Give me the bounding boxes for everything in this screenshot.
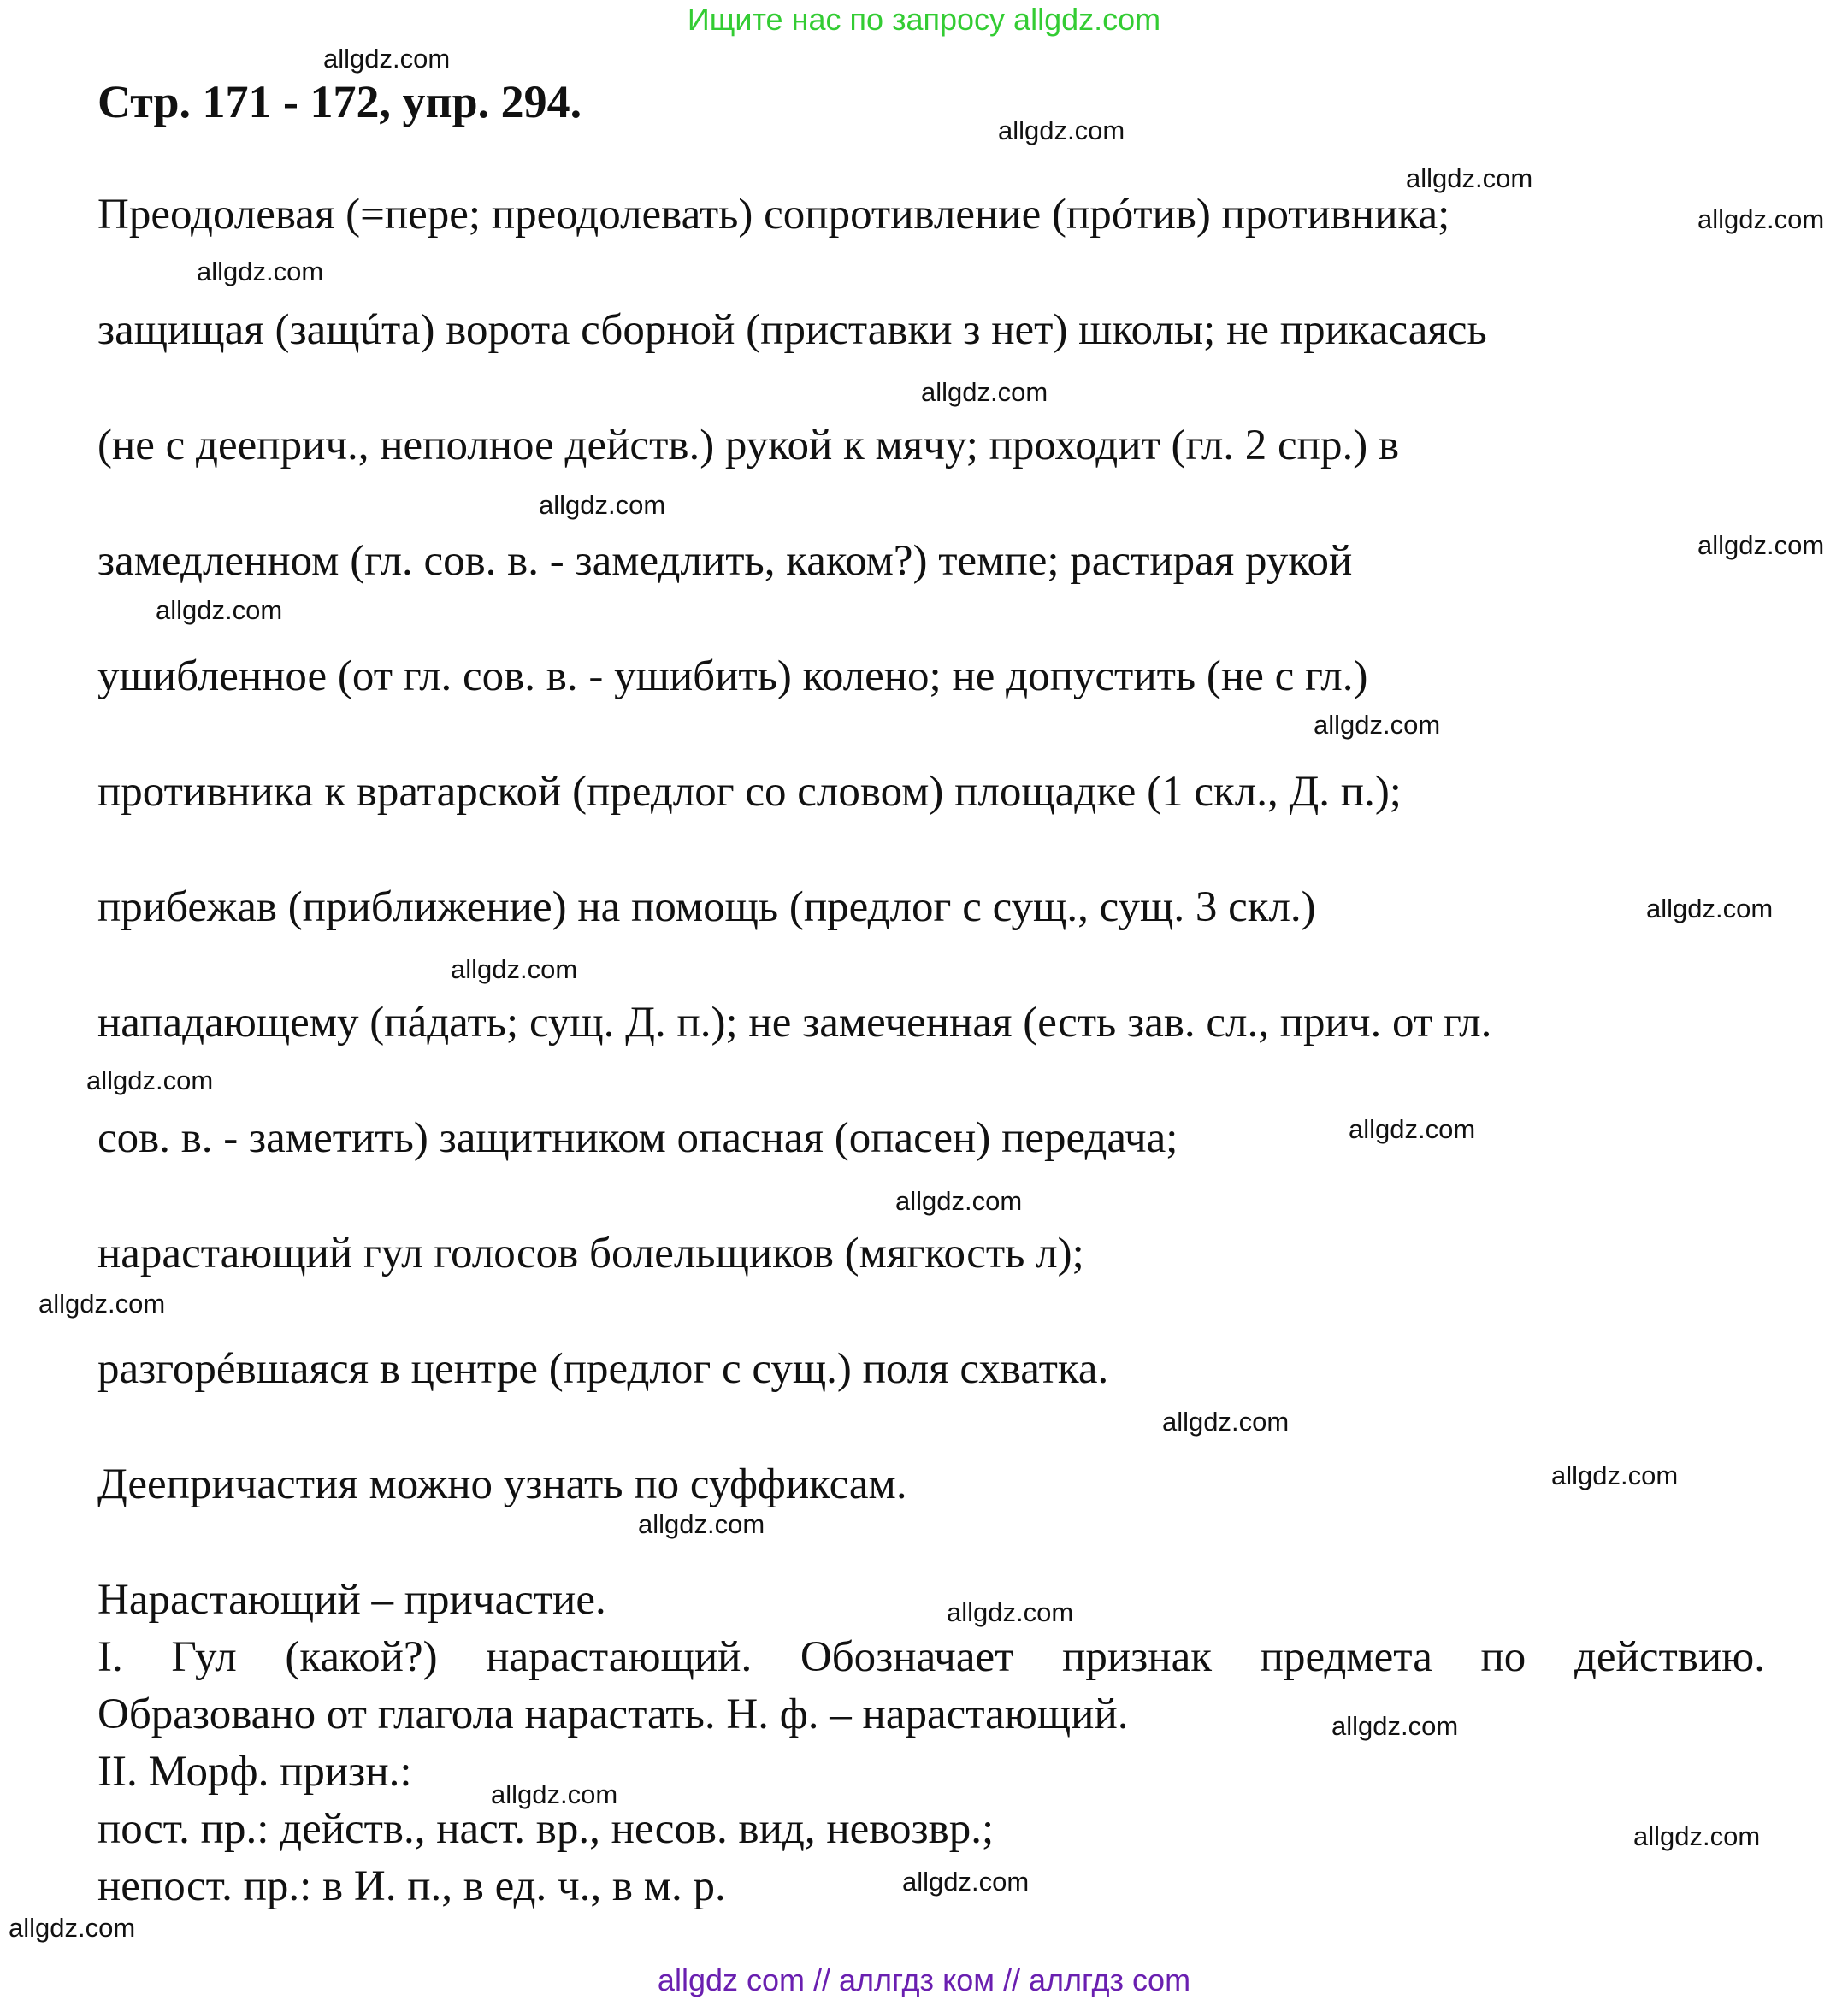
analysis-line-11: разгорéвшаяся в центре (предлог с сущ.) поля схватка. [97, 1345, 1109, 1393]
watermark: allgdz.com [1697, 530, 1825, 560]
watermark: allgdz.com [1697, 204, 1825, 234]
watermark: allgdz.com [491, 1779, 618, 1809]
footer-links: allgdz com // аллгдз ком // аллгдз com [657, 1962, 1191, 1997]
watermark: allgdz.com [197, 257, 324, 286]
watermark: allgdz.com [1162, 1407, 1290, 1437]
analysis-line-1: Преодолевая (=пере; преодолевать) сопротивление (прóтив) противника; [97, 191, 1450, 239]
watermark: allgdz.com [156, 595, 283, 625]
parse-variable-features: непост. пр.: в И. п., в ед. ч., в м. р. [97, 1862, 726, 1910]
watermark: allgdz.com [998, 115, 1125, 145]
parse-part-2: II. Морф. призн.: [97, 1748, 412, 1796]
parse-part-1-cont: Образовано от глагола нарастать. Н. ф. – нарастающий. [97, 1690, 1129, 1738]
parse-part-1: I. Гул (какой?) нарастающий. Обозначает признак предмета по действию. [97, 1633, 1765, 1681]
analysis-line-10: нарастающий гул голосов болельщиков (мягкость л); [97, 1230, 1084, 1277]
analysis-line-2: защищая (защúта) ворота сборной (приставки з нет) школы; не прикасаясь [97, 306, 1487, 354]
watermark: allgdz.com [451, 954, 578, 984]
watermark: allgdz.com [895, 1186, 1023, 1216]
watermark: allgdz.com [902, 1867, 1030, 1897]
analysis-line-9: сов. в. - заметить) защитником опасная (опасен) передача; [97, 1114, 1178, 1162]
search-banner: Ищите нас по запросу allgdz.com [687, 2, 1161, 37]
note-suffixes: Деепричастия можно узнать по суффиксам. [97, 1460, 907, 1508]
watermark: allgdz.com [947, 1597, 1074, 1627]
watermark: allgdz.com [323, 44, 451, 74]
watermark: allgdz.com [1331, 1711, 1459, 1741]
watermark: allgdz.com [1646, 894, 1774, 923]
watermark: allgdz.com [1633, 1821, 1761, 1851]
watermark: allgdz.com [9, 1913, 136, 1943]
analysis-line-6: противника к вратарской (предлог со словом) площадке (1 скл., Д. п.); [97, 768, 1402, 816]
exercise-heading: Стр. 171 - 172, упр. 294. [97, 76, 582, 127]
watermark: allgdz.com [539, 490, 666, 520]
watermark: allgdz.com [1314, 710, 1441, 740]
analysis-line-5: ушибленное (от гл. сов. в. - ушибить) колено; не допустить (не с гл.) [97, 652, 1368, 700]
watermark: allgdz.com [1551, 1460, 1679, 1490]
watermark: allgdz.com [86, 1065, 214, 1095]
analysis-line-4: замедленном (гл. сов. в. - замедлить, каком?) темпе; растирая рукой [97, 537, 1353, 585]
watermark: allgdz.com [921, 377, 1048, 407]
watermark: allgdz.com [1406, 163, 1533, 193]
watermark: allgdz.com [38, 1289, 166, 1319]
analysis-line-7: прибежав (приближение) на помощь (предлог с сущ., сущ. 3 скл.) [97, 883, 1316, 931]
analysis-line-8: нападающему (пáдать; сущ. Д. п.); не замеченная (есть зав. сл., прич. от гл. [97, 999, 1492, 1047]
parse-title: Нарастающий – причастие. [97, 1576, 606, 1624]
watermark: allgdz.com [638, 1509, 765, 1539]
analysis-line-3: (не с дееприч., неполное действ.) рукой к мячу; проходит (гл. 2 спр.) в [97, 422, 1400, 469]
parse-constant-features: пост. пр.: действ., наст. вр., несов. вид, невозвр.; [97, 1805, 995, 1853]
watermark: allgdz.com [1349, 1114, 1476, 1144]
